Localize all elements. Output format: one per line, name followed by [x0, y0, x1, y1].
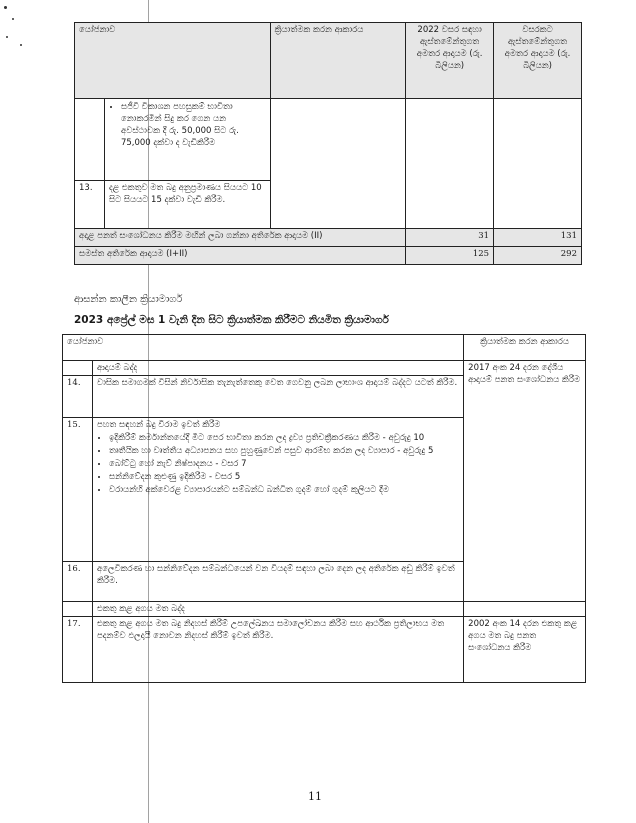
row-number: 16. [63, 562, 93, 602]
row-number: 17. [63, 617, 93, 683]
header-proposal: යෝජනාව [75, 23, 271, 99]
row-text: අලෙවිකරණ හා සන්නිවේදන සම්බන්ධයෙන් වන වියදම් සඳහා ලබා දෙන ලද අතිරේක අඩු කිරීම් ඉවත් කිරීම. [92, 562, 463, 602]
exemption-list [97, 432, 459, 496]
list-item: • සන්නිවේදන කුළුණු ඉදිකිරීම - වසර 5 [109, 471, 459, 483]
revenue-table [74, 22, 582, 265]
measures-table [62, 334, 586, 683]
subtotal-row [75, 229, 582, 247]
row-number: 15. [63, 418, 93, 562]
header-proposal: යෝජනාව [63, 335, 464, 361]
header-revenue-2022: 2022 වසර සඳහා ඇස්තමේන්තුගත අමතර ආදායම (රු. බිලියන) [406, 23, 494, 99]
table-row [63, 617, 586, 683]
row-content [92, 418, 463, 562]
total-row [75, 247, 582, 265]
table-header-row [63, 335, 586, 361]
row-text: දළ එකතුව මත බදු අනුප්‍රමාණය සියයට 10 සිට සියයට 15 දක්වා වැඩි කිරීම. [104, 181, 270, 229]
subtotal-full-year: 131 [494, 229, 582, 247]
row-number-cell [63, 361, 93, 376]
scan-speck [6, 36, 8, 38]
row-number-cell [63, 602, 93, 617]
method-cell: 2017 අංක 24 දරන දේශීය ආදායම් පනත සංශෝධනය කිරීම [464, 361, 586, 602]
row-title: පහත සඳහන් බදු විරාම ඉවත් කිරීම [96, 420, 221, 430]
total-full-year: 292 [494, 247, 582, 265]
subtotal-2022: 31 [406, 229, 494, 247]
list-item: • බෝට්ටු හෝ නැව් නිෂ්පාදනය - වසර 7 [109, 458, 459, 470]
row-text: වාසික සමාගමක් විසින් නිර්වාසික තැනැත්තෙකු වෙත ගෙවනු ලබන ලාභාංශ ආදායම් බද්දට යටත් කිරීම. [92, 376, 463, 418]
list-item: • වරායන්හි අක්වෙරළ ව්‍යාපාරයන්ට සම්බන්ධ බන්ධිත ගුදම් හෝ ගුදම් කුලියට දීම [109, 484, 459, 496]
row-number: 14. [63, 376, 93, 418]
header-method: ක්‍රියාත්මක කරන ආකාරය [464, 335, 586, 361]
scan-speck [4, 6, 7, 9]
total-label: සමස්ත අතිරේක ආදායම (I+II) [75, 247, 406, 265]
scan-speck [20, 44, 22, 46]
group-row [63, 602, 586, 617]
header-revenue-full-year: වසරකට ඇස්තමේන්තුගත අමතර ආදායම (රු. බිලියන) [494, 23, 582, 99]
page-number: 11 [308, 790, 322, 803]
value-cell [406, 99, 494, 229]
subtotal-label: අදාළ පනත් සංශෝධනය කිරීම මඟින් ලබා ගන්නා අතිරේක ආදායම (II) [75, 229, 406, 247]
list-item: • සජීවී විකාශන පහසුකම් භාවිතා නොකරමින් සිදු කර ගෙන යන අවස්ථාවක දී රු. 50,000 සිට රු. 75,000 දක්වා ද වැඩිකිරීම [121, 101, 266, 149]
row-number: 13. [75, 181, 105, 229]
list-item: • තෘතීයික හා වෘත්තීය අධ්‍යාපනය සහ පුහුණුවෙන් පසුව ආරම්භ කරන ලද ව්‍යාපාර - අවුරුදු 5 [109, 445, 459, 457]
method-cell [270, 99, 406, 229]
total-2022: 125 [406, 247, 494, 265]
proposal-cell [104, 99, 270, 181]
group-row [63, 361, 586, 376]
row-text: එකතු කළ අගය මත බදු නිදහස් කිරීම් උපලේඛනය සමාලෝචනය කිරීම සහ ආර්ථික ප්‍රතිලාභය මත පදනම්ව ඵලදායී නොවන නිදහස් කිරීම් ඉවත් කිරීම. [92, 617, 463, 683]
row-number-cell [75, 99, 105, 181]
group-label: එකතු කළ අගය මත බද්ද [92, 602, 463, 617]
table-row [75, 99, 582, 181]
subsection-title: 2023 අප්‍රේල් මස 1 වැනි දින සිට ක්‍රියාත්මක කිරීමට නියමිත ක්‍රියාමාර්ග [74, 314, 389, 326]
list-item: • ඉදිකිරීම් කර්මාන්තයේදී මීට පෙර භාවිතා කරන ලද ද්‍රව්‍ය ප්‍රතිචක්‍රීකරණය කිරීම - අවුරුදු 10 [109, 432, 459, 444]
header-method: ක්‍රියාත්මක කරන ආකාරය [270, 23, 406, 99]
method-cell: 2002 අංක 14 දරන එකතු කළ අගය මත බදු පනත සංශෝධනය කිරීම [464, 617, 586, 683]
value-cell [494, 99, 582, 229]
table-header-row [75, 23, 582, 99]
method-cell [464, 602, 586, 617]
scan-speck [12, 18, 14, 20]
section-title: ආසන්න කාලීන ක්‍රියාමාර්ග [74, 294, 183, 305]
group-label: ආදායම් බද්ද [92, 361, 463, 376]
